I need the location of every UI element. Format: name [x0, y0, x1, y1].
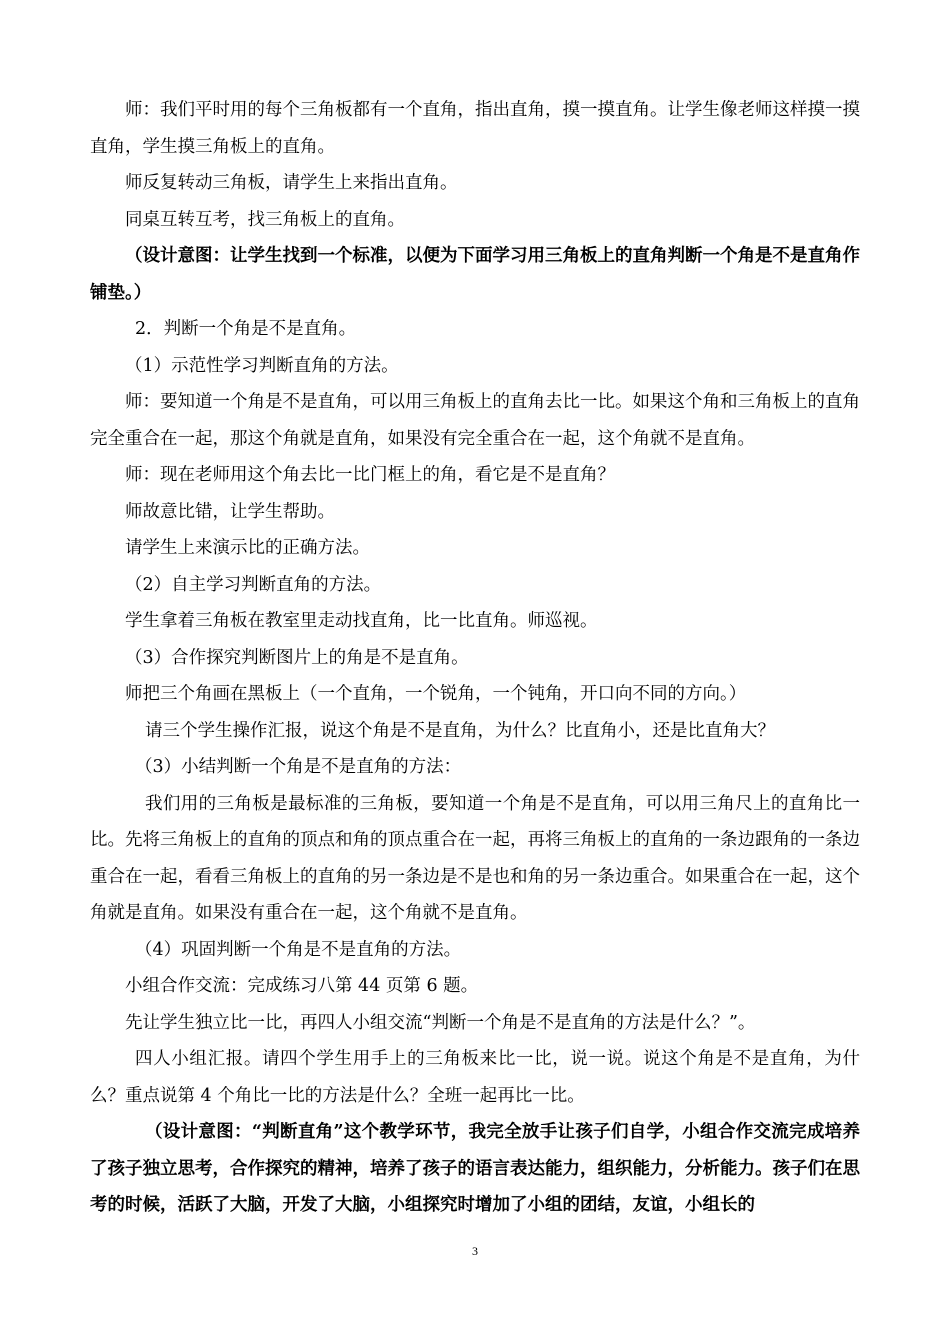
design-intent-note-1: （设计意图：让学生找到一个标准，以便为下面学习用三角板上的直角判断一个角是不是直角作铺垫。）	[90, 246, 860, 303]
design-intent-note-2: （设计意图：“判断直角”这个教学环节，我完全放手让孩子们自学，小组合作交流完成培养了孩子独立思考，合作探究的精神，培养了孩子的语言表达能力，组织能力，分析能力。孩子们在思考的时候，活跃了大脑，开发了大脑，小组探究时增加了小组的团结，友谊，小组长的	[90, 1122, 860, 1215]
paragraph-17: 我们用的三角板是最标准的三角板，要知道一个角是不是直角，可以用三角尺上的直角比一比。先将三角板上的直角的顶点和角的顶点重合在一起，再将三角板上的直角的一条边跟角的一条边重合在一起，看看三角板上的直角的另一条边是不是也和角的另一条边重合。如果重合在一起，这个角就是直角。如果没有重合在一起，这个角就不是直角。	[90, 793, 860, 923]
document-body	[90, 92, 860, 1224]
subheading-summary: （3）小结判断一个角是不是直角的方法：	[135, 757, 462, 777]
paragraph-21: 四人小组汇报。请四个学生用手上的三角板来比一比，说一说。说这个角是不是直角，为什么？重点说第 4 个角比一比的方法是什么？全班一起再比一比。	[90, 1049, 860, 1106]
subheading-2: （2）自主学习判断直角的方法。	[125, 574, 382, 595]
paragraph-2: 师反复转动三角板，请学生上来指出直角。	[125, 173, 458, 193]
paragraph-19: 小组合作交流：完成练习八第 44 页第 6 题。	[125, 976, 479, 996]
paragraph-1: 师：我们平时用的每个三角板都有一个直角，指出直角，摸一摸直角。让学生像老师这样摸一摸直角，学生摸三角板上的直角。	[90, 100, 860, 157]
paragraph-3: 同桌互转互考，找三角板上的直角。	[125, 209, 405, 230]
paragraph-9: 师故意比错，让学生帮助。	[125, 501, 335, 522]
paragraph-8: 师：现在老师用这个角去比一比门框上的角，看它是不是直角？	[125, 465, 615, 485]
subheading-1: （1）示范性学习判断直角的方法。	[125, 355, 399, 376]
section-heading-2: 2．判断一个角是不是直角。	[135, 319, 357, 339]
subheading-4: （4）巩固判断一个角是不是直角的方法。	[135, 939, 462, 960]
page-number: 3	[472, 1244, 478, 1258]
paragraph-20: 先让学生独立比一比，再四人小组交流“判断一个角是不是直角的方法是什么？”。	[125, 1012, 756, 1033]
paragraph-7: 师：要知道一个角是不是直角，可以用三角板上的直角去比一比。如果这个角和三角板上的直角完全重合在一起，那这个角就是直角，如果没有完全重合在一起，这个角就不是直角。	[90, 392, 860, 449]
paragraph-14: 师把三个角画在黑板上（一个直角，一个锐角，一个钝角，开口向不同的方向。）	[125, 684, 747, 704]
paragraph-15: 请三个学生操作汇报，说这个角是不是直角，为什么？比直角小，还是比直角大？	[145, 720, 775, 741]
subheading-3: （3）合作探究判断图片上的角是不是直角。	[125, 647, 469, 668]
paragraph-12: 学生拿着三角板在教室里走动找直角，比一比直角。师巡视。	[125, 611, 598, 631]
paragraph-10: 请学生上来演示比的正确方法。	[125, 538, 370, 558]
